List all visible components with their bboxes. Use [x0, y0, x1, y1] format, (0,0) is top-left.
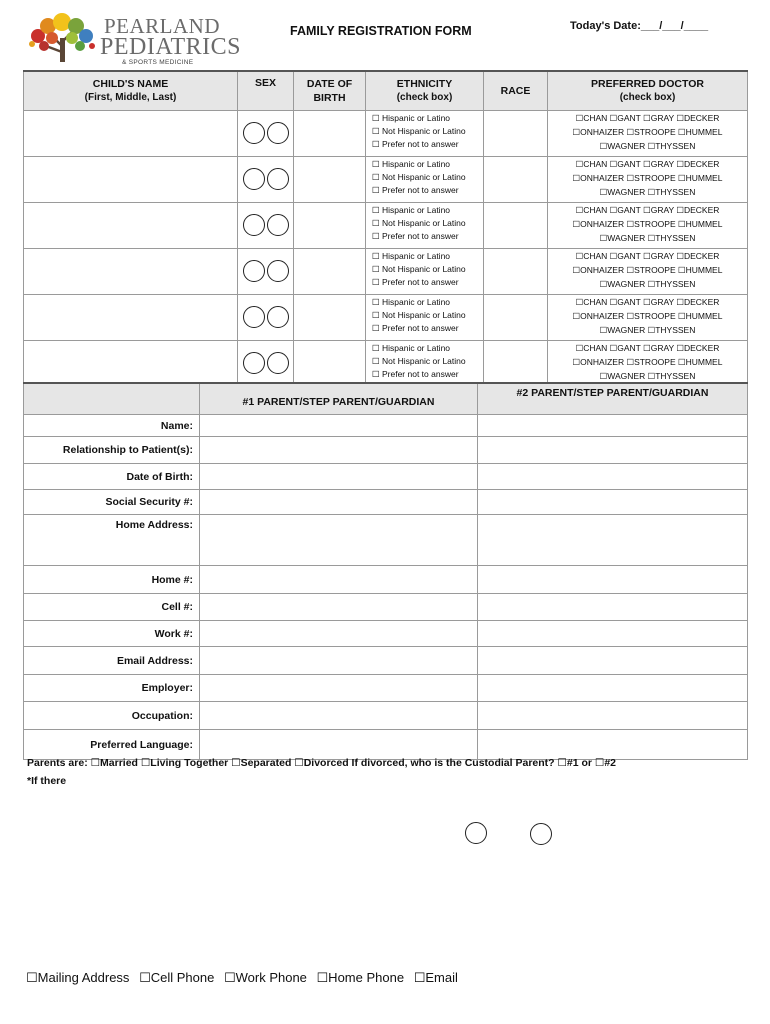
ethnicity-option[interactable]: ☐ Not Hispanic or Latino [372, 172, 466, 183]
parent1-input-cell[interactable] [200, 464, 478, 490]
child-name-cell[interactable] [24, 157, 238, 203]
parent-field-row [24, 621, 748, 647]
parent1-input-cell[interactable] [200, 594, 478, 621]
doctor-options-line[interactable]: ☐CHAN ☐GANT ☐GRAY ☐DECKER [575, 205, 720, 215]
parent-field-row [24, 490, 748, 515]
sex-cell [238, 111, 294, 157]
ethnicity-option[interactable]: ☐ Hispanic or Latino [372, 159, 451, 169]
parent1-input-cell[interactable] [200, 647, 478, 675]
parent-field-row [24, 730, 748, 760]
parent-field-label: Employer: [24, 675, 200, 702]
parent2-input-cell[interactable] [478, 490, 748, 515]
parent1-input-cell[interactable] [200, 566, 478, 594]
pearland-pediatrics-logo [24, 12, 242, 66]
ethnicity-option[interactable]: ☐ Not Hispanic or Latino [372, 218, 466, 229]
parent2-input-cell[interactable] [478, 515, 748, 566]
parents-marital-status[interactable]: Parents are: ☐Married ☐Living Together ☐Separated ☐Divorced If divorced, who is the Custodial Parent? ☐#1 or ☐#2 [27, 757, 617, 769]
parent2-input-cell[interactable] [478, 415, 748, 437]
doctor-options-line[interactable]: ☐CHAN ☐GANT ☐GRAY ☐DECKER [575, 343, 720, 353]
doctor-options-line[interactable]: ☐CHAN ☐GANT ☐GRAY ☐DECKER [575, 159, 720, 169]
ethnicity-option[interactable]: ☐ Not Hispanic or Latino [372, 356, 466, 367]
logo-subtitle: & SPORTS MEDICINE [122, 59, 194, 66]
ethnicity-option[interactable]: ☐ Hispanic or Latino [372, 251, 451, 261]
ethnicity-option[interactable]: ☐ Hispanic or Latino [372, 297, 451, 307]
ethnicity-option[interactable]: ☐ Hispanic or Latino [372, 113, 451, 123]
ethnicity-option[interactable]: ☐ Hispanic or Latino [372, 343, 451, 353]
contact-option-work-phone[interactable]: ☐Work Phone [223, 970, 307, 985]
preferred-doctor-cell [548, 203, 748, 249]
parent1-header: #1 PARENT/STEP PARENT/GUARDIAN [200, 383, 478, 415]
dob-cell[interactable] [294, 295, 366, 341]
doctor-options-line[interactable]: ☐CHAN ☐GANT ☐GRAY ☐DECKER [575, 251, 720, 261]
sex-radio-female[interactable] [267, 260, 289, 282]
sex-radio-male[interactable] [243, 168, 265, 190]
race-cell[interactable] [484, 157, 548, 203]
logo-wordmark-line2: PEDIATRICS [100, 34, 242, 60]
radio-circle-option-1[interactable] [465, 822, 487, 844]
parent-field-row [24, 464, 748, 490]
parent-field-row [24, 675, 748, 702]
doctor-options-line[interactable]: ☐ONHAIZER ☐STROOPE ☐HUMMEL [572, 218, 723, 229]
doctor-options-line[interactable]: ☐WAGNER ☐THYSSEN [599, 278, 696, 289]
ethnicity-cell [366, 157, 484, 203]
child-name-header: CHILD'S NAME (First, Middle, Last) [24, 71, 238, 111]
parent2-input-cell[interactable] [478, 464, 748, 490]
parent2-input-cell[interactable] [478, 594, 748, 621]
sex-radio-male[interactable] [243, 214, 265, 236]
parent1-input-cell[interactable] [200, 702, 478, 730]
parent-field-row [24, 647, 748, 675]
doctor-options-line[interactable]: ☐ONHAIZER ☐STROOPE ☐HUMMEL [572, 172, 723, 183]
todays-date-field[interactable]: Today's Date:___/___/____ [570, 20, 709, 32]
sex-radio-female[interactable] [267, 352, 289, 374]
child-row [24, 157, 748, 203]
parent2-header: #2 PARENT/STEP PARENT/GUARDIAN [478, 383, 748, 415]
parent-field-label: Social Security #: [24, 490, 200, 515]
sex-radio-male[interactable] [243, 306, 265, 328]
parent-field-row [24, 415, 748, 437]
race-cell[interactable] [484, 111, 548, 157]
ethnicity-option[interactable]: ☐ Not Hispanic or Latino [372, 126, 466, 137]
ethnicity-option[interactable]: ☐ Hispanic or Latino [372, 205, 451, 215]
parent-field-label: Preferred Language: [24, 730, 200, 760]
parent-table-corner [24, 383, 200, 415]
preferred-doctor-cell [548, 295, 748, 341]
ethnicity-cell [366, 341, 484, 387]
child-name-cell[interactable] [24, 341, 238, 387]
ethnicity-option[interactable]: ☐ Prefer not to answer [372, 185, 459, 196]
ethnicity-cell [366, 249, 484, 295]
child-row [24, 295, 748, 341]
contact-option-mailing-address[interactable]: ☐Mailing Address [26, 970, 130, 985]
race-cell[interactable] [484, 203, 548, 249]
sex-radio-female[interactable] [267, 168, 289, 190]
parent-field-row [24, 515, 748, 566]
child-name-cell[interactable] [24, 111, 238, 157]
doctor-options-line[interactable]: ☐WAGNER ☐THYSSEN [599, 186, 696, 197]
race-header: RACE [484, 71, 548, 111]
child-name-cell[interactable] [24, 249, 238, 295]
ethnicity-cell [366, 111, 484, 157]
parent-field-label: Home Address: [24, 515, 200, 566]
dob-cell[interactable] [294, 341, 366, 387]
ethnicity-cell [366, 295, 484, 341]
parent2-input-cell[interactable] [478, 730, 748, 760]
dob-header: DATE OF BIRTH [294, 71, 366, 111]
doctor-options-line[interactable]: ☐WAGNER ☐THYSSEN [599, 324, 696, 335]
doctor-options-line[interactable]: ☐WAGNER ☐THYSSEN [599, 232, 696, 243]
parent1-input-cell[interactable] [200, 675, 478, 702]
child-row [24, 203, 748, 249]
parent-field-label: Occupation: [24, 702, 200, 730]
sex-radio-female[interactable] [267, 122, 289, 144]
child-row [24, 341, 748, 387]
parent2-input-cell[interactable] [478, 647, 748, 675]
sex-cell [238, 295, 294, 341]
sex-radio-male[interactable] [243, 352, 265, 374]
parent-field-row [24, 594, 748, 621]
sex-header: SEX [238, 71, 294, 111]
parent2-input-cell[interactable] [478, 621, 748, 647]
preferred-doctor-cell [548, 111, 748, 157]
sex-radio-male[interactable] [243, 260, 265, 282]
contact-option-home-phone[interactable]: ☐Home Phone [316, 970, 405, 985]
sex-cell [238, 203, 294, 249]
contact-preference-options [26, 970, 464, 986]
parent-field-row [24, 702, 748, 730]
parent1-input-cell[interactable] [200, 437, 478, 464]
preferred-doctor-header: PREFERRED DOCTOR (check box) [548, 71, 748, 111]
parent-table-header [24, 383, 748, 415]
doctor-options-line[interactable]: ☐ONHAIZER ☐STROOPE ☐HUMMEL [572, 264, 723, 275]
doctor-options-line[interactable]: ☐WAGNER ☐THYSSEN [599, 140, 696, 151]
ethnicity-option[interactable]: ☐ Prefer not to answer [372, 231, 459, 242]
parent-field-label: Relationship to Patient(s): [24, 437, 200, 464]
dob-cell[interactable] [294, 249, 366, 295]
parent-field-row [24, 437, 748, 464]
doctor-options-line[interactable]: ☐CHAN ☐GANT ☐GRAY ☐DECKER [575, 297, 720, 307]
ethnicity-header: ETHNICITY (check box) [366, 71, 484, 111]
child-row [24, 111, 748, 157]
parent-field-label: Work #: [24, 621, 200, 647]
form-title: FAMILY REGISTRATION FORM [290, 24, 472, 38]
child-name-cell[interactable] [24, 203, 238, 249]
sex-radio-male[interactable] [243, 122, 265, 144]
dob-cell[interactable] [294, 111, 366, 157]
doctor-options-line[interactable]: ☐ONHAIZER ☐STROOPE ☐HUMMEL [572, 126, 723, 137]
preferred-doctor-cell [548, 157, 748, 203]
parent-field-row [24, 566, 748, 594]
doctor-options-line[interactable]: ☐CHAN ☐GANT ☐GRAY ☐DECKER [575, 113, 720, 123]
child-row [24, 249, 748, 295]
parent2-input-cell[interactable] [478, 702, 748, 730]
parent-field-label: Name: [24, 415, 200, 437]
parent-field-label: Email Address: [24, 647, 200, 675]
parent1-input-cell[interactable] [200, 730, 478, 760]
parent-field-label: Cell #: [24, 594, 200, 621]
ethnicity-option[interactable]: ☐ Prefer not to answer [372, 323, 459, 334]
parent1-input-cell[interactable] [200, 515, 478, 566]
preferred-doctor-cell [548, 249, 748, 295]
doctor-options-line[interactable]: ☐WAGNER ☐THYSSEN [599, 370, 696, 381]
parent1-input-cell[interactable] [200, 621, 478, 647]
sex-cell [238, 249, 294, 295]
parent1-input-cell[interactable] [200, 490, 478, 515]
tree-logo-icon [24, 12, 104, 66]
sex-cell [238, 157, 294, 203]
dob-cell[interactable] [294, 203, 366, 249]
preferred-doctor-cell [548, 341, 748, 387]
ethnicity-option[interactable]: ☐ Prefer not to answer [372, 277, 459, 288]
parent-guardian-table [23, 382, 748, 760]
parent1-input-cell[interactable] [200, 415, 478, 437]
ethnicity-option[interactable]: ☐ Not Hispanic or Latino [372, 264, 466, 275]
race-cell[interactable] [484, 341, 548, 387]
race-cell[interactable] [484, 295, 548, 341]
doctor-options-line[interactable]: ☐ONHAIZER ☐STROOPE ☐HUMMEL [572, 356, 723, 367]
parent-field-label: Home #: [24, 566, 200, 594]
ethnicity-option[interactable]: ☐ Prefer not to answer [372, 369, 459, 380]
contact-option-cell-phone[interactable]: ☐Cell Phone [139, 970, 215, 985]
if-there-note: *If there [27, 775, 67, 787]
ethnicity-option[interactable]: ☐ Prefer not to answer [372, 139, 459, 150]
radio-circle-option-2[interactable] [530, 823, 552, 845]
ethnicity-option[interactable]: ☐ Not Hispanic or Latino [372, 310, 466, 321]
logo-wordmark-line1: PEARLAND [104, 14, 221, 38]
contact-option-email[interactable]: ☐Email [413, 970, 458, 985]
doctor-options-line[interactable]: ☐ONHAIZER ☐STROOPE ☐HUMMEL [572, 310, 723, 321]
sex-cell [238, 341, 294, 387]
children-table-header [24, 71, 748, 111]
child-name-cell[interactable] [24, 295, 238, 341]
sex-radio-female[interactable] [267, 214, 289, 236]
children-table [23, 70, 748, 387]
dob-cell[interactable] [294, 157, 366, 203]
parent2-input-cell[interactable] [478, 437, 748, 464]
parent2-input-cell[interactable] [478, 566, 748, 594]
race-cell[interactable] [484, 249, 548, 295]
ethnicity-cell [366, 203, 484, 249]
parent-field-label: Date of Birth: [24, 464, 200, 490]
parent2-input-cell[interactable] [478, 675, 748, 702]
sex-radio-female[interactable] [267, 306, 289, 328]
